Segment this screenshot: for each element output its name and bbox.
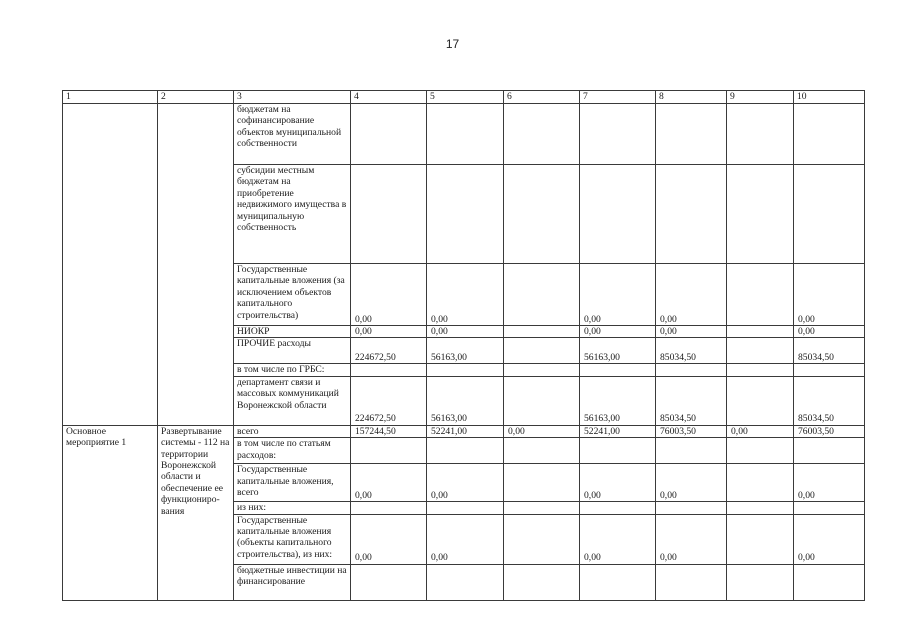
value-col-6 — [504, 376, 580, 425]
value-col-7: 56163,00 — [580, 338, 656, 364]
value-col-8: 0,00 — [656, 514, 727, 564]
continuation-col-2 — [158, 104, 234, 426]
header-col-7: 7 — [580, 91, 656, 104]
value-col-10: 0,00 — [794, 464, 865, 502]
value-col-10: 85034,50 — [794, 338, 865, 364]
value-col-7 — [580, 104, 656, 165]
table-row — [63, 425, 865, 437]
value-col-5 — [427, 502, 504, 514]
value-col-7 — [580, 502, 656, 514]
value-col-5: 0,00 — [427, 514, 504, 564]
value-col-8: 76003,50 — [656, 425, 727, 437]
value-col-5 — [427, 438, 504, 464]
value-col-5 — [427, 104, 504, 165]
budget-table — [62, 90, 865, 601]
value-col-4 — [351, 165, 427, 264]
value-col-9 — [727, 464, 794, 502]
value-col-9 — [727, 438, 794, 464]
value-col-8: 0,00 — [656, 464, 727, 502]
expense-item: НИОКР — [234, 326, 351, 338]
value-col-8 — [656, 364, 727, 376]
value-col-10: 0,00 — [794, 514, 865, 564]
value-col-10: 76003,50 — [794, 425, 865, 437]
expense-item: Государственные капитальные вложения (объекты капитального строительства), из них: — [234, 514, 351, 564]
value-col-8: 85034,50 — [656, 338, 727, 364]
value-col-6 — [504, 464, 580, 502]
value-col-7 — [580, 564, 656, 600]
value-col-9 — [727, 364, 794, 376]
header-row — [63, 91, 865, 104]
value-col-5 — [427, 165, 504, 264]
value-col-9 — [727, 564, 794, 600]
value-col-4 — [351, 438, 427, 464]
header-col-5: 5 — [427, 91, 504, 104]
value-col-7: 0,00 — [580, 326, 656, 338]
value-col-10: 0,00 — [794, 326, 865, 338]
continuation-col-1 — [63, 104, 158, 426]
value-col-7: 0,00 — [580, 514, 656, 564]
value-col-5 — [427, 564, 504, 600]
value-col-6 — [504, 104, 580, 165]
value-col-10: 0,00 — [794, 264, 865, 326]
value-col-4 — [351, 502, 427, 514]
value-col-8: 0,00 — [656, 326, 727, 338]
value-col-4: 0,00 — [351, 264, 427, 326]
header-col-9: 9 — [727, 91, 794, 104]
value-col-10 — [794, 165, 865, 264]
value-col-4: 0,00 — [351, 464, 427, 502]
value-col-9 — [727, 502, 794, 514]
value-col-7: 0,00 — [580, 464, 656, 502]
value-col-4 — [351, 104, 427, 165]
value-col-6 — [504, 364, 580, 376]
value-col-9 — [727, 376, 794, 425]
value-col-9 — [727, 104, 794, 165]
value-col-9 — [727, 326, 794, 338]
value-col-5: 52241,00 — [427, 425, 504, 437]
value-col-6 — [504, 564, 580, 600]
value-col-5: 0,00 — [427, 264, 504, 326]
value-col-4: 0,00 — [351, 326, 427, 338]
expense-item: субсидии местным бюджетам на приобретение недвижимого имущества в муниципальную собственность — [234, 165, 351, 264]
value-col-4: 157244,50 — [351, 425, 427, 437]
value-col-8 — [656, 438, 727, 464]
header-col-1: 1 — [63, 91, 158, 104]
value-col-9 — [727, 338, 794, 364]
value-col-7: 56163,00 — [580, 376, 656, 425]
expense-item: в том числе по ГРБС: — [234, 364, 351, 376]
measure-description: Развертывание системы - 112 на территории Воронежской области и обеспечение ее функциониро-вания — [158, 425, 234, 600]
expense-item: в том числе по статьям расходов: — [234, 438, 351, 464]
value-col-4: 224672,50 — [351, 376, 427, 425]
value-col-7: 52241,00 — [580, 425, 656, 437]
value-col-9 — [727, 514, 794, 564]
value-col-10 — [794, 564, 865, 600]
expense-item: Государственные капитальные вложения, всего — [234, 464, 351, 502]
value-col-8 — [656, 502, 727, 514]
value-col-5 — [427, 364, 504, 376]
value-col-7 — [580, 438, 656, 464]
value-col-7 — [580, 364, 656, 376]
value-col-6 — [504, 438, 580, 464]
value-col-7: 0,00 — [580, 264, 656, 326]
value-col-7 — [580, 165, 656, 264]
value-col-6: 0,00 — [504, 425, 580, 437]
value-col-10 — [794, 502, 865, 514]
expense-item: департамент связи и массовых коммуникаций Воронежской области — [234, 376, 351, 425]
expense-item: бюджетные инвестиции на финансирование — [234, 564, 351, 600]
page-number: 17 — [445, 37, 460, 51]
value-col-8: 0,00 — [656, 264, 727, 326]
expense-item: ПРОЧИЕ расходы — [234, 338, 351, 364]
expense-item: всего — [234, 425, 351, 437]
value-col-5: 56163,00 — [427, 338, 504, 364]
value-col-6 — [504, 326, 580, 338]
value-col-4 — [351, 564, 427, 600]
value-col-8 — [656, 165, 727, 264]
measure-title: Основное мероприятие 1 — [63, 425, 158, 600]
table-row — [63, 104, 865, 165]
value-col-6 — [504, 502, 580, 514]
expense-item: из них: — [234, 502, 351, 514]
header-col-10: 10 — [794, 91, 865, 104]
value-col-10 — [794, 104, 865, 165]
value-col-10: 85034,50 — [794, 376, 865, 425]
value-col-8: 85034,50 — [656, 376, 727, 425]
value-col-5: 0,00 — [427, 326, 504, 338]
header-col-3: 3 — [234, 91, 351, 104]
value-col-6 — [504, 165, 580, 264]
value-col-4: 224672,50 — [351, 338, 427, 364]
header-col-2: 2 — [158, 91, 234, 104]
expense-item: бюджетам на софинансирование объектов муниципальной собственности — [234, 104, 351, 165]
value-col-4 — [351, 364, 427, 376]
value-col-10 — [794, 438, 865, 464]
value-col-8 — [656, 564, 727, 600]
value-col-10 — [794, 364, 865, 376]
value-col-6 — [504, 264, 580, 326]
value-col-5: 0,00 — [427, 464, 504, 502]
header-col-8: 8 — [656, 91, 727, 104]
value-col-8 — [656, 104, 727, 165]
value-col-5: 56163,00 — [427, 376, 504, 425]
header-col-6: 6 — [504, 91, 580, 104]
value-col-9 — [727, 165, 794, 264]
header-col-4: 4 — [351, 91, 427, 104]
value-col-4: 0,00 — [351, 514, 427, 564]
expense-item: Государственные капитальные вложения (за исключением объектов капитального строительства) — [234, 264, 351, 326]
value-col-9 — [727, 264, 794, 326]
value-col-6 — [504, 338, 580, 364]
value-col-9: 0,00 — [727, 425, 794, 437]
value-col-6 — [504, 514, 580, 564]
